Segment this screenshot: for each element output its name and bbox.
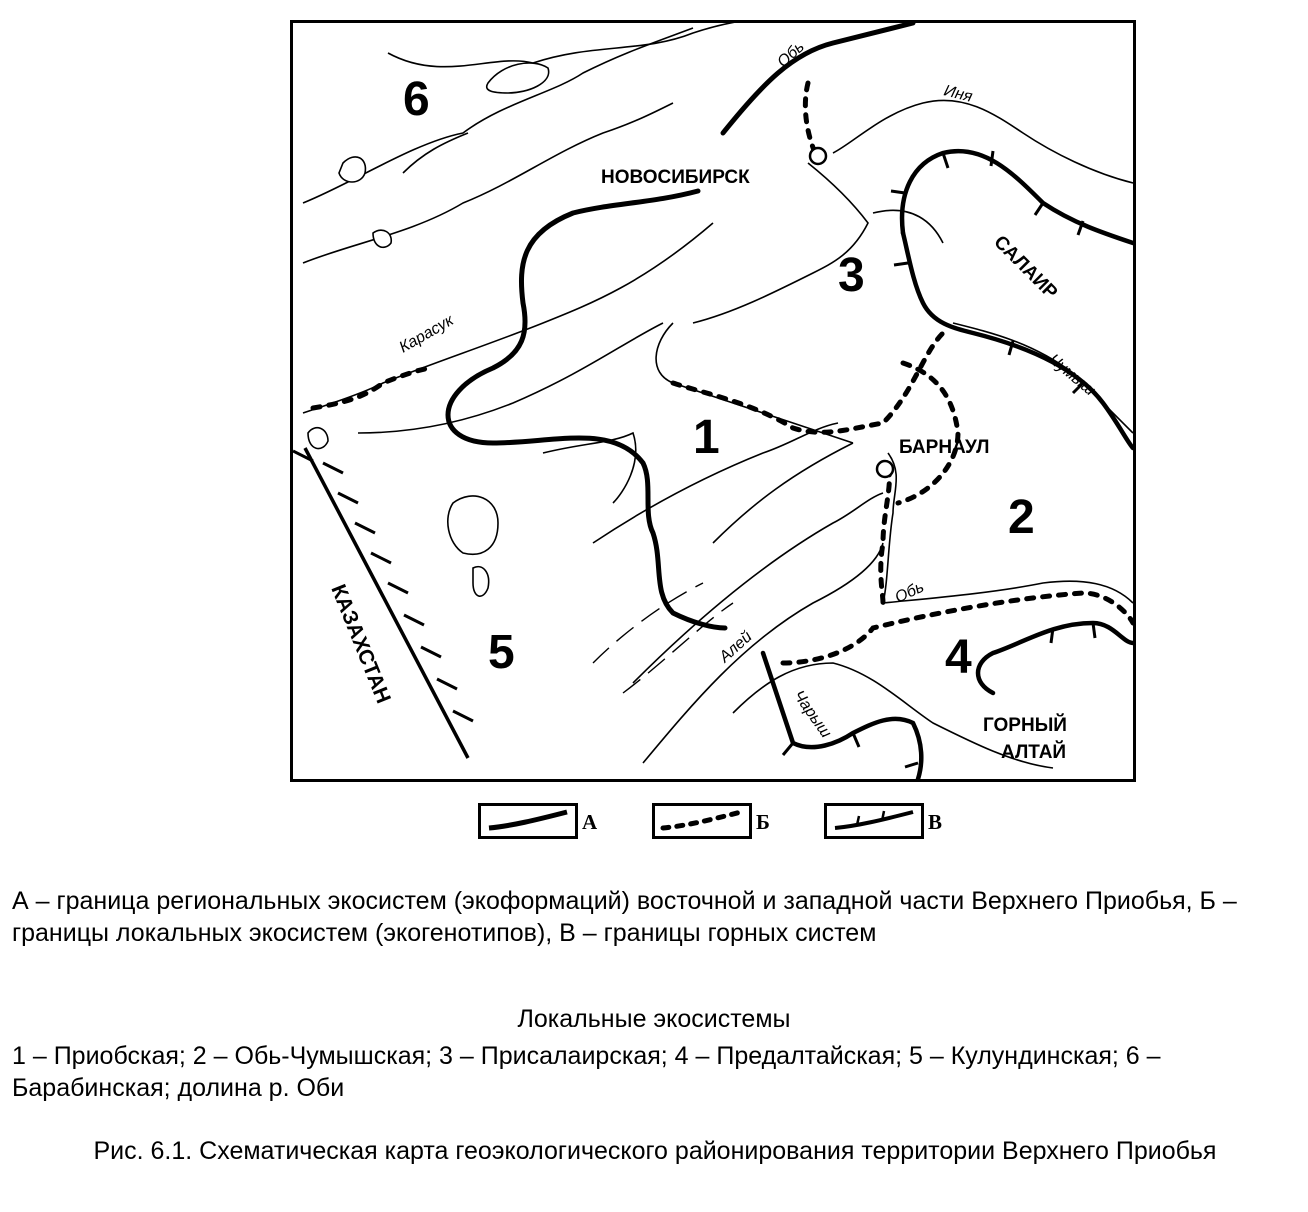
river-label-karasuk: Карасук xyxy=(396,311,457,357)
boundary-b-west xyxy=(313,368,433,408)
contour-line-north-4 xyxy=(403,133,468,173)
figure-caption: Рис. 6.1. Схематическая карта геоэкологического районирования территории Верхнего Приобья xyxy=(93,1137,1217,1165)
lake-kulunda xyxy=(448,496,498,554)
tick xyxy=(853,733,859,747)
local-systems-heading: Локальные экосистемы xyxy=(517,1005,791,1033)
boundary-a-novosibirsk xyxy=(723,23,913,133)
river-ob-loop xyxy=(656,323,853,443)
tick xyxy=(388,583,408,593)
contour-line-south-2 xyxy=(633,493,883,683)
boundary-b-ob-north xyxy=(805,83,815,153)
tick xyxy=(991,151,993,166)
boundary-v-salair xyxy=(902,151,1133,243)
river-inya-line xyxy=(833,100,1133,183)
legend-caption: А – граница региональных экосистем (экоформаций) восточной и западной части Верхнего Приобья, Б – границы локальных экосистем (экогенотипов), В – границы горных систем xyxy=(12,887,1237,947)
tick xyxy=(421,647,441,657)
tick xyxy=(323,463,343,473)
boundary-a xyxy=(448,23,913,628)
lake-small xyxy=(373,230,391,247)
region-number-3: 3 xyxy=(838,249,865,302)
legend-letter-b: Б xyxy=(756,810,770,834)
area-label-gorny-altai-2: АЛТАЙ xyxy=(1001,742,1067,763)
tick xyxy=(1051,628,1053,643)
country-label-kazakhstan: КАЗАХСТАН xyxy=(326,581,395,707)
area-label-salair: САЛАИР xyxy=(989,231,1062,304)
tick xyxy=(437,679,457,689)
tick xyxy=(894,263,908,265)
boundary-v-altai xyxy=(978,623,1133,693)
tick xyxy=(891,191,905,193)
tick xyxy=(783,743,793,755)
local-systems-list: 1 – Приобская; 2 – Обь-Чумышская; 3 – Присалаирская; 4 – Предалтайская; 5 – Кулундинская; 6 – Барабинская; долина р. Оби xyxy=(12,1042,1161,1102)
legend-symbol-ticked-line xyxy=(827,806,921,836)
tick xyxy=(355,523,375,533)
city-label-novosibirsk: НОВОСИБИРСК xyxy=(601,167,750,188)
river-label-ob-north: Обь xyxy=(774,38,808,71)
tick xyxy=(1035,203,1043,215)
tick xyxy=(1093,623,1095,638)
legend-box-v xyxy=(824,803,924,839)
legend-box-a xyxy=(478,803,578,839)
region-number-1: 1 xyxy=(693,411,720,464)
border-line xyxy=(305,448,468,758)
lake-west xyxy=(308,428,328,449)
lake-north xyxy=(487,63,549,93)
dashed-contour-1 xyxy=(593,583,703,663)
river-karasuk-line xyxy=(303,223,713,413)
city-marker-novosibirsk xyxy=(810,148,826,164)
river-label-inya: Иня xyxy=(942,82,975,106)
kazakhstan-border xyxy=(293,448,473,758)
tick xyxy=(943,153,948,168)
river-label-aley: Алей xyxy=(716,628,756,666)
area-label-gorny-altai-1: ГОРНЫЙ xyxy=(983,715,1067,736)
river-label-charysh: Чарыш xyxy=(789,687,835,742)
river-chumysh-line xyxy=(953,323,1133,433)
tick xyxy=(371,553,391,563)
map-canvas xyxy=(293,23,1133,779)
region-number-4: 4 xyxy=(945,631,972,684)
region-number-5: 5 xyxy=(488,626,515,679)
boundary-a-main xyxy=(448,191,725,628)
tick xyxy=(338,493,358,503)
contour-line-north-1 xyxy=(388,23,773,67)
tick xyxy=(453,711,473,721)
legend-letter-v: В xyxy=(928,810,943,834)
lake-kulunda-small xyxy=(473,567,489,597)
river-label-chumysh: Чумыш xyxy=(1045,351,1099,400)
tick xyxy=(404,615,424,625)
city-marker-barnaul xyxy=(877,461,893,477)
region-number-6: 6 xyxy=(403,73,430,126)
legend-symbol-thick-line xyxy=(481,806,575,836)
city-label-barnaul: БАРНАУЛ xyxy=(899,437,990,458)
lake-northwest xyxy=(339,157,365,182)
contour-line-southwest-2 xyxy=(713,443,853,543)
boundary-v-charysh xyxy=(763,653,921,779)
legend-letter-a: А xyxy=(582,810,598,834)
mountain-ticks xyxy=(783,151,1095,767)
legend-symbol-dotted-line xyxy=(655,806,749,836)
tick xyxy=(905,763,918,767)
region-number-2: 2 xyxy=(1008,491,1035,544)
map-frame xyxy=(290,20,1136,782)
river-label-ob-south: Обь xyxy=(892,578,927,607)
legend-box-b xyxy=(652,803,752,839)
contour-line-salair xyxy=(873,210,943,243)
boundary-b-ob-chumysh xyxy=(898,363,958,503)
boundary-b-barnaul xyxy=(881,468,890,603)
